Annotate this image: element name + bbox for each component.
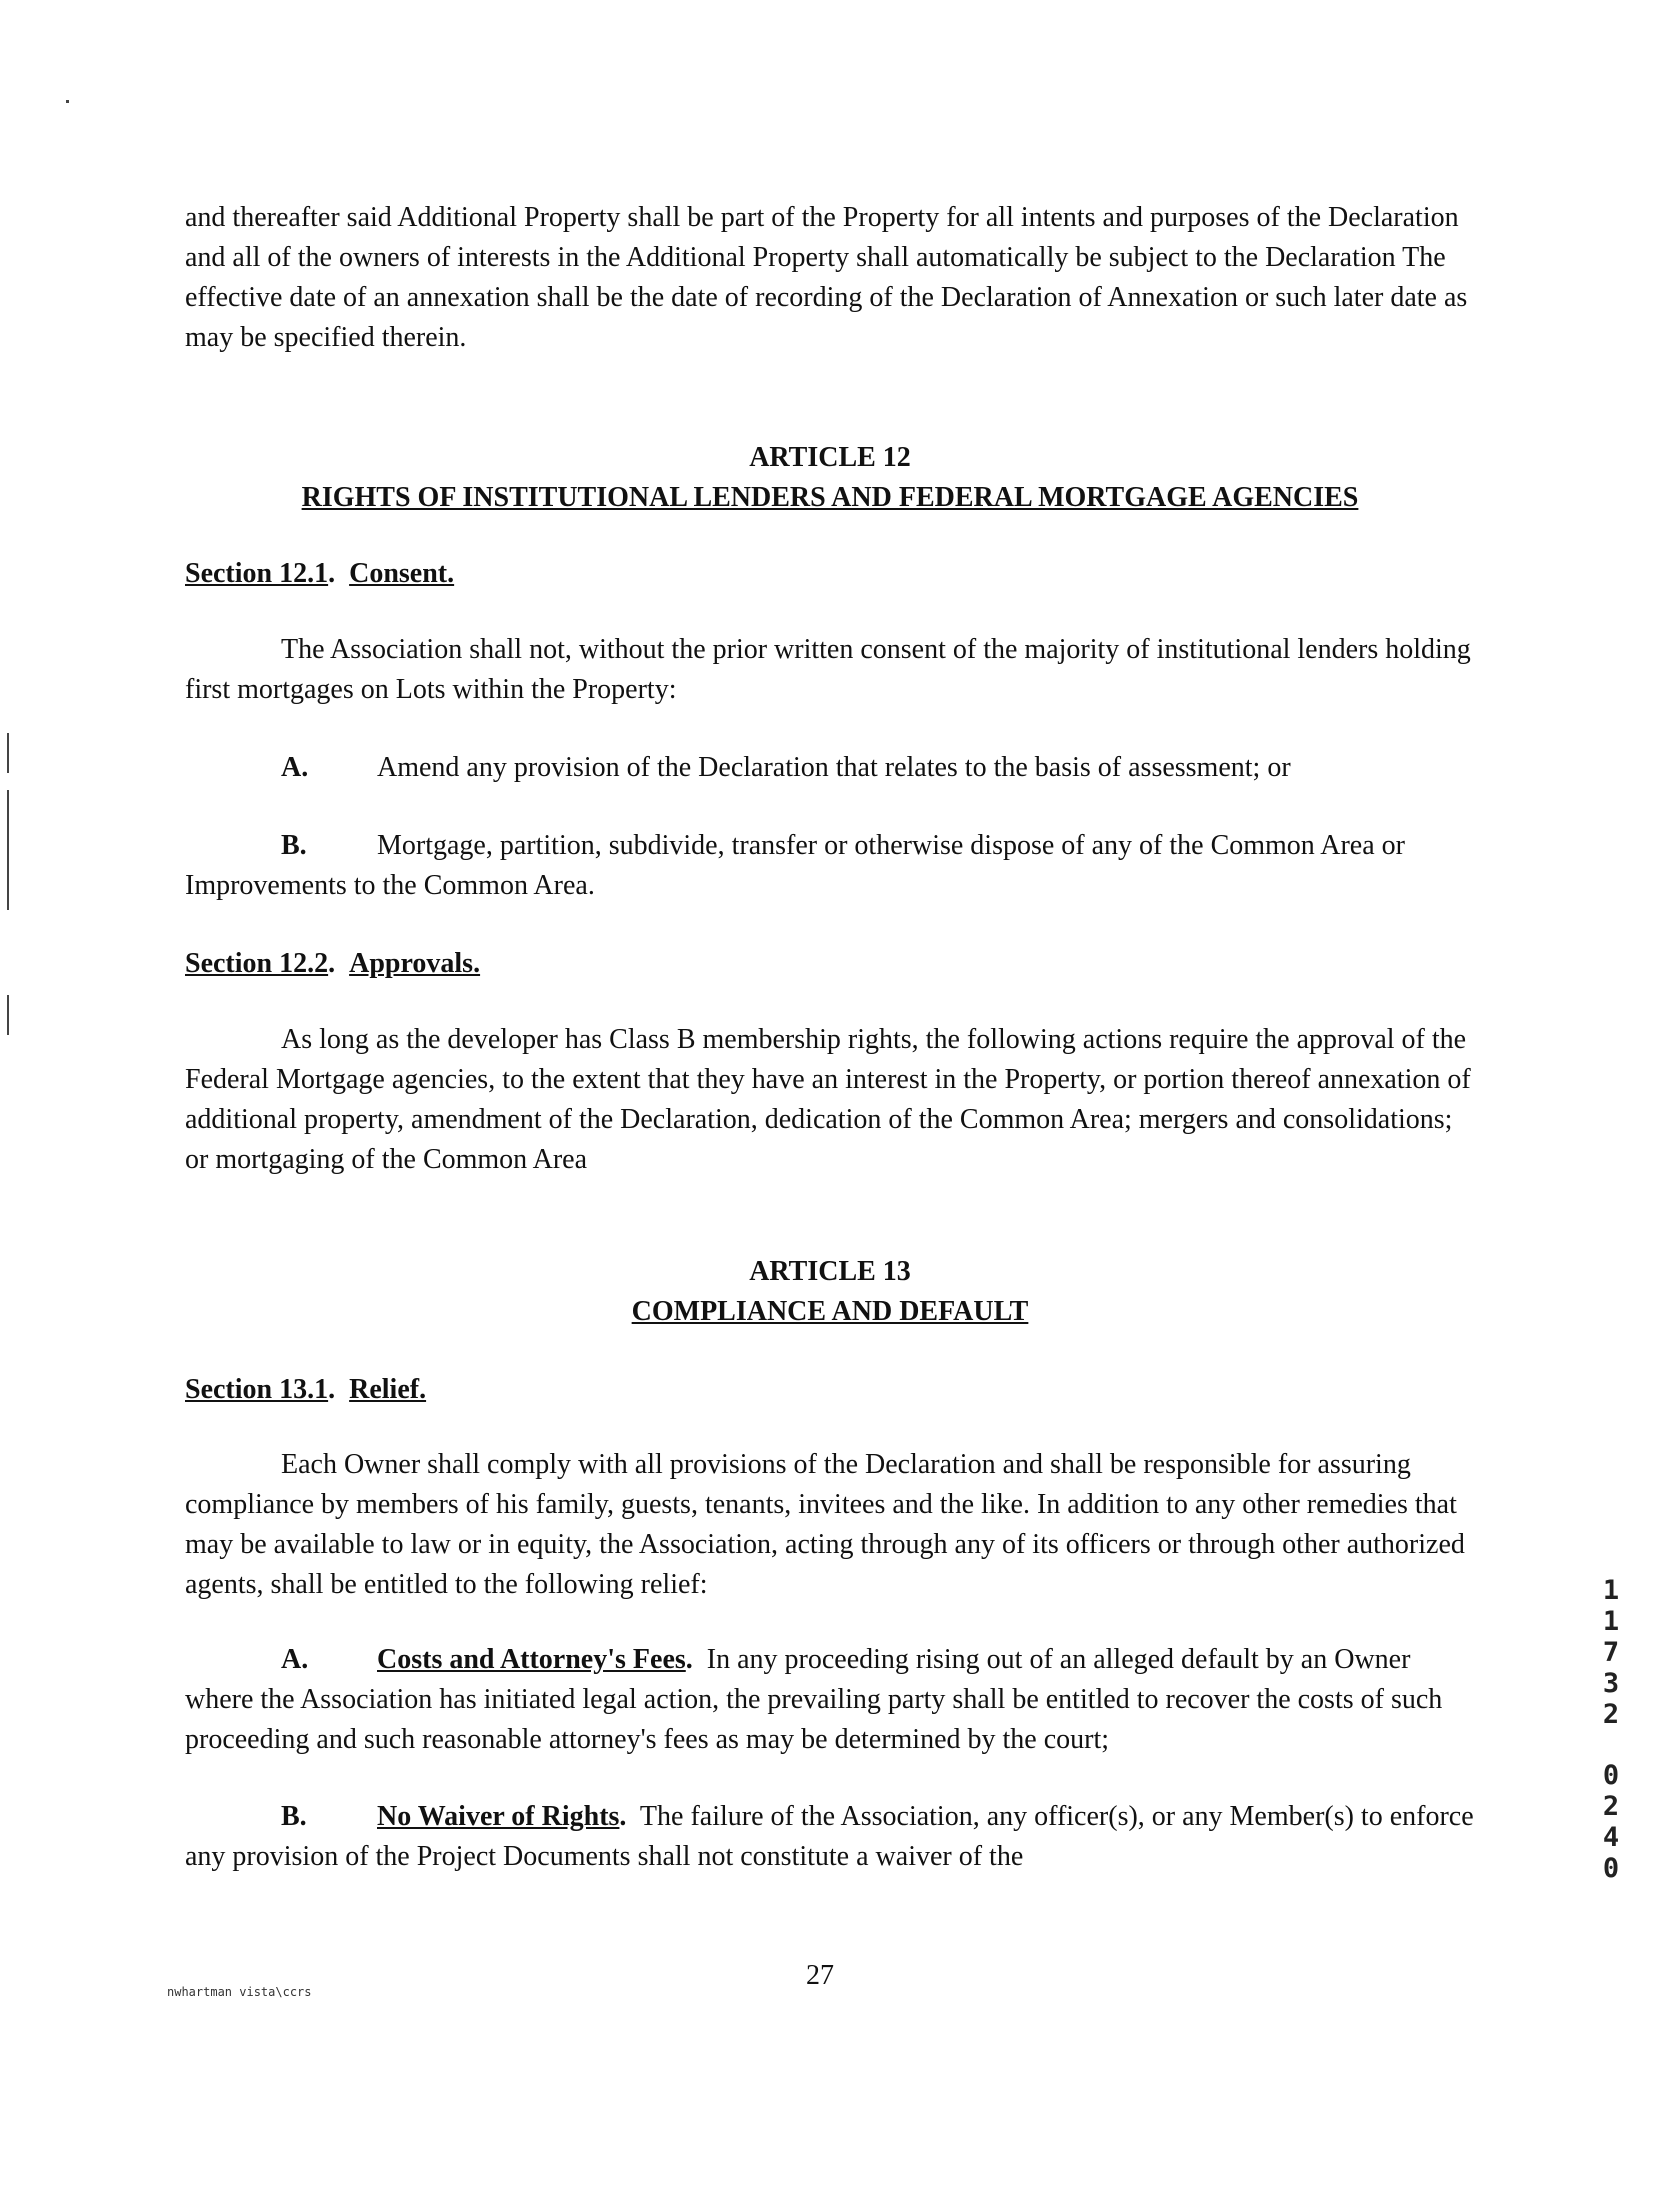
stamp-top: 11732: [1602, 1575, 1620, 1730]
scan-speck: [66, 100, 69, 103]
article-12-heading: [185, 438, 1475, 518]
section-12-2-body: As long as the developer has Class B membership rights, the following actions require the approval of the Federal Mortgage agencies, to the extent that they have an interest in the Property, or portion thereof annexation of additional property, amendment of the Declaration, dedication of the Common Area; mergers and consolidations; or mortgaging of the Common Area: [185, 1024, 1471, 1175]
section-12-1-heading: Section 12.1. Consent.: [185, 558, 455, 589]
article-number: ARTICLE 12: [749, 442, 911, 473]
item-heading: No Waiver of Rights: [377, 1801, 620, 1832]
section-number: Section 13.1: [185, 1374, 329, 1405]
page-number: 27: [806, 1960, 834, 1991]
article-13-heading: [185, 1252, 1475, 1332]
item-label: B.: [281, 830, 307, 861]
section-12-1-intro: The Association shall not, without the prior written consent of the majority of institutional lenders holding first mortgages on Lots within the Property:: [185, 634, 1471, 705]
section-number: Section 12.1: [185, 558, 329, 589]
footer-file-path: nwhartman vista\ccrs: [167, 1985, 312, 1999]
item-text: Mortgage, partition, subdivide, transfer or otherwise dispose of any of the Common Area or Improvements to the Common Area.: [185, 830, 1405, 901]
recording-stamp: [1596, 1575, 1626, 1884]
section-title: Consent.: [349, 558, 455, 589]
margin-mark: [7, 995, 9, 1035]
margin-mark: [7, 790, 9, 910]
stamp-bottom: 0240: [1602, 1760, 1620, 1884]
section-title: Approvals.: [349, 948, 481, 979]
item-label: A.: [281, 1644, 309, 1675]
section-12-2-heading: Section 12.2. Approvals.: [185, 948, 481, 979]
article-title: COMPLIANCE AND DEFAULT: [631, 1296, 1029, 1327]
list-item: [185, 748, 1475, 788]
list-item: A. Costs and Attorney's Fees. In any proceeding rising out of an alleged default by an Owner where the Association has initiated legal action, the prevailing party shall be entitled to recover the costs of such proceeding and such reasonable attorney's fees as may be determined by the court;: [185, 1640, 1475, 1760]
section-title: Relief.: [349, 1374, 427, 1405]
item-label: B.: [281, 1801, 307, 1832]
item-text: In any proceeding rising out of an alleged default by an Owner where the Association has initiated legal action, the prevailing party shall be entitled to recover the costs of such proceeding and such reasonable attorney's fees as may be determined by the court;: [185, 1644, 1443, 1755]
section-number: Section 12.2: [185, 948, 329, 979]
item-text: Amend any provision of the Declaration that relates to the basis of assessment; or: [377, 752, 1291, 783]
list-item: [185, 826, 1475, 906]
item-label: A.: [281, 752, 309, 783]
article-title: RIGHTS OF INSTITUTIONAL LENDERS AND FEDERAL MORTGAGE AGENCIES: [301, 482, 1359, 513]
item-text: The failure of the Association, any officer(s), or any Member(s) to enforce any provision of the Project Documents shall not constitute a waiver of the: [185, 1801, 1474, 1872]
section-13-1-heading: Section 13.1. Relief.: [185, 1374, 427, 1405]
section-13-1-intro: Each Owner shall comply with all provisions of the Declaration and shall be responsible for assuring compliance by members of his family, guests, tenants, invitees and the like. In addition to any other remedies that may be available to law or in equity, the Association, acting through any of its officers or through other authorized agents, shall be entitled to the following relief:: [185, 1449, 1465, 1600]
item-heading: Costs and Attorney's Fees: [377, 1644, 686, 1675]
continuation-paragraph: and thereafter said Additional Property shall be part of the Property for all intents and purposes of the Declaration and all of the owners of interests in the Additional Property shall automatically be subject to the Declaration The effective date of an annexation shall be the date of recording of the Declaration of Annexation or such later date as may be specified therein.: [185, 202, 1468, 353]
list-item: B. No Waiver of Rights. The failure of the Association, any officer(s), or any Member(s) to enforce any provision of the Project Documents shall not constitute a waiver of the: [185, 1797, 1475, 1877]
margin-mark: [7, 733, 9, 773]
article-number: ARTICLE 13: [749, 1256, 911, 1287]
